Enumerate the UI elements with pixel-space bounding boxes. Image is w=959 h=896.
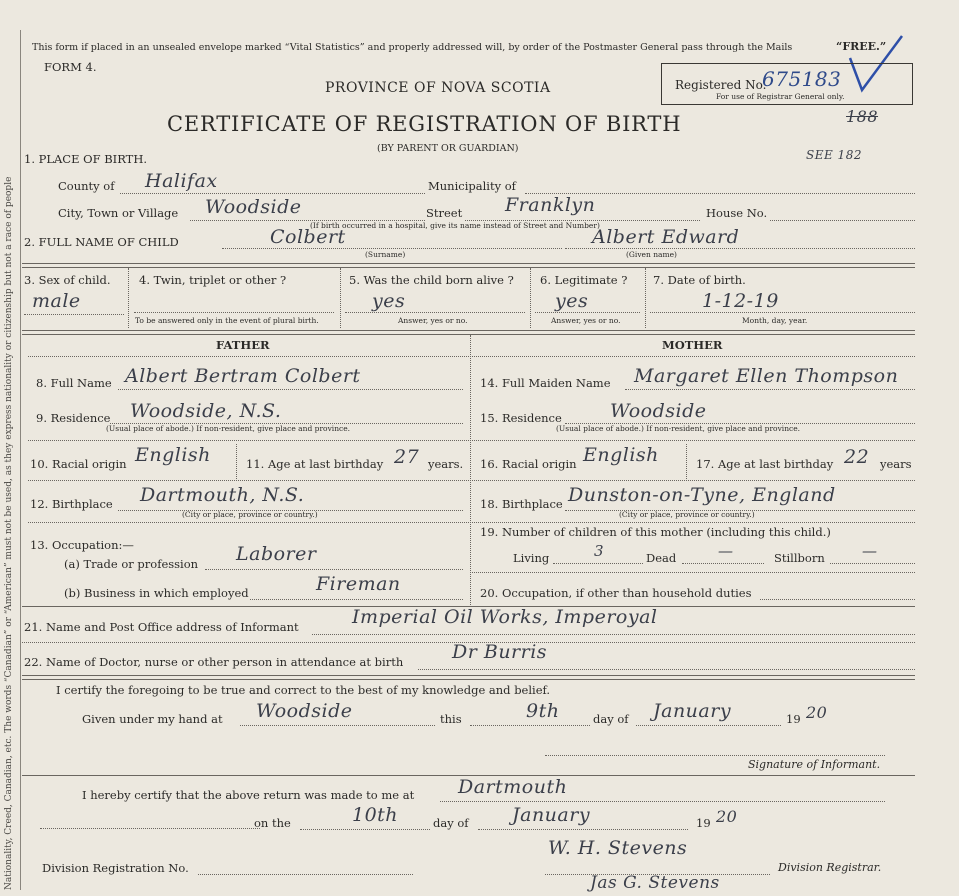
legit-label: 6. Legitimate ? [540, 273, 628, 287]
stillborn-value: — [862, 542, 878, 560]
father-occupation-label: 13. Occupation:— [30, 538, 134, 552]
mother-racial-value: English [583, 444, 659, 466]
legit-value: yes [555, 290, 589, 312]
dob-note: Month, day, year. [742, 316, 808, 325]
father-residence-note: (Usual place of abode.) If non-resident, give place and province. [106, 424, 351, 433]
divider-4-5 [340, 268, 341, 328]
registrar-year-suffix: 20 [716, 807, 738, 826]
mother-years: years [880, 457, 912, 471]
given-month-line [636, 725, 781, 726]
surname-line [222, 248, 562, 249]
mother-residence-value: Woodside [610, 400, 707, 422]
given-year-suffix: 20 [806, 703, 828, 722]
child-surname: Colbert [270, 226, 346, 248]
hospital-note: (If birth occurred in a hospital, give its name instead of Street and Number) [310, 221, 600, 230]
place-of-birth-heading: 1. PLACE OF BIRTH. [24, 152, 148, 166]
rule-5 [28, 480, 915, 481]
division-registration-label: Division Registration No. [42, 861, 189, 875]
given-day-line [470, 725, 590, 726]
dob-value: 1-12-19 [702, 290, 779, 312]
father-residence-label: 9. Residence [36, 411, 111, 425]
mother-heading: MOTHER [662, 338, 723, 352]
father-name-label: 8. Full Name [36, 376, 112, 390]
father-racial-label: 10. Racial origin [30, 457, 127, 471]
rule-3 [28, 356, 915, 357]
mother-age-label: 17. Age at last birthday [696, 457, 834, 471]
registered-label: Registered No. [675, 78, 767, 92]
registrar-day-line [300, 829, 430, 830]
free-label: “FREE.” [836, 40, 887, 53]
given-day: 9th [526, 700, 560, 722]
trade-label: (a) Trade or profession [64, 557, 199, 571]
given-place: Woodside [256, 700, 353, 722]
informant-value: Imperial Oil Works, Imperoyal [352, 606, 658, 628]
mother-name-line [625, 389, 915, 390]
father-age-label: 11. Age at last birthday [246, 457, 384, 471]
father-heading: FATHER [216, 338, 270, 352]
province-title: PROVINCE OF NOVA SCOTIA [325, 80, 551, 96]
house-line [770, 220, 915, 221]
mother-name-value: Margaret Ellen Thompson [634, 365, 899, 387]
county-line [120, 193, 425, 194]
certify-statement: I certify the foregoing to be true and correct to the best of my knowledge and belief. [56, 683, 551, 697]
father-racial-divider [236, 444, 237, 479]
house-label: House No. [706, 206, 768, 220]
day-of-label: day of [593, 712, 629, 726]
registrar-day: 10th [352, 804, 399, 826]
informant-signature-line [545, 755, 885, 756]
rule-1 [22, 263, 915, 268]
mother-residence-label: 15. Residence [480, 411, 562, 425]
surname-caption: (Surname) [365, 250, 406, 259]
signature-caption: Signature of Informant. [748, 758, 881, 771]
living-line [553, 563, 643, 564]
registrar-note: For use of Registrar General only. [716, 92, 845, 101]
living-label: Living [513, 551, 550, 565]
parents-divider [470, 335, 471, 605]
alive-note: Answer, yes or no. [398, 316, 468, 325]
dead-value: — [718, 542, 734, 560]
twin-line [134, 312, 334, 313]
children-count-label: 19. Number of children of this mother (including this child.) [480, 525, 831, 539]
mother-birthplace-label: 18. Birthplace [480, 497, 563, 511]
alive-label: 5. Was the child born alive ? [349, 273, 514, 287]
alive-value: yes [372, 290, 406, 312]
legit-note: Answer, yes or no. [551, 316, 621, 325]
rule-7 [470, 572, 915, 573]
doctor-value: Dr Burris [452, 641, 548, 663]
mother-occupation-line [760, 599, 915, 600]
given-line [565, 248, 915, 249]
on-the-label: on the [254, 816, 291, 830]
certificate-title: CERTIFICATE OF REGISTRATION OF BIRTH [167, 112, 682, 136]
stillborn-line [830, 563, 915, 564]
father-age-value: 27 [394, 446, 420, 468]
certificate-subtitle: (BY PARENT OR GUARDIAN) [377, 143, 519, 154]
father-years: years. [428, 457, 464, 471]
dob-line [650, 312, 915, 313]
legit-line [535, 312, 640, 313]
see-note: SEE 182 [806, 148, 862, 162]
street-label: Street [426, 206, 463, 220]
mother-age-value: 22 [844, 446, 870, 468]
registrar-signature: W. H. Stevens [548, 837, 688, 859]
rule-2 [22, 330, 915, 335]
mother-racial-label: 16. Racial origin [480, 457, 577, 471]
registrar-place: Dartmouth [458, 776, 568, 798]
informant-label: 21. Name and Post Office address of Informant [24, 620, 299, 634]
twin-label: 4. Twin, triplet or other ? [139, 273, 287, 287]
mother-residence-note: (Usual place of abode.) If non-resident, give place and province. [556, 424, 801, 433]
registrar-day-of-label: day of [433, 816, 469, 830]
divider-6-7 [645, 268, 646, 328]
rule-6 [28, 522, 915, 523]
trade-line [205, 569, 463, 570]
registrar-month: January [512, 804, 591, 826]
child-given-name: Albert Edward [592, 226, 740, 248]
business-label: (b) Business in which employed [64, 586, 249, 600]
registrar-year-prefix: 19 [696, 816, 711, 830]
divider-5-6 [530, 268, 531, 328]
county-label: County of [58, 179, 115, 193]
sex-line [24, 314, 124, 315]
mail-notice: This form if placed in an unsealed envelope marked “Vital Statistics” and properly addressed will, by order of the Postmaster General pass through the Mails [32, 42, 793, 53]
dob-label: 7. Date of birth. [653, 273, 746, 287]
registered-number: 675183 [762, 67, 842, 91]
registrar-signature-2: Jas G. Stevens [590, 873, 720, 893]
sex-value: male [32, 290, 81, 312]
form-number: FORM 4. [44, 60, 97, 74]
business-value: Fireman [316, 573, 401, 595]
struck-number: 188 [846, 107, 879, 126]
registrar-place-line [440, 801, 885, 802]
given-place-line [240, 725, 435, 726]
business-line [250, 599, 463, 600]
city-value: Woodside [205, 196, 302, 218]
mother-racial-divider [686, 444, 687, 479]
given-caption: (Given name) [626, 250, 677, 259]
street-value: Franklyn [505, 194, 596, 216]
county-value: Halifax [145, 170, 218, 192]
registrar-leader [40, 828, 260, 829]
given-label: Given under my hand at [82, 712, 223, 726]
dead-line [682, 563, 764, 564]
registrar-statement: I hereby certify that the above return was made to me at [82, 788, 415, 802]
municipality-label: Municipality of [428, 179, 516, 193]
mother-name-label: 14. Full Maiden Name [480, 376, 611, 390]
city-label: City, Town or Village [58, 206, 179, 220]
father-birthplace-label: 12. Birthplace [30, 497, 113, 511]
father-name-value: Albert Bertram Colbert [125, 365, 361, 387]
rule-10 [22, 675, 915, 680]
trade-value: Laborer [236, 543, 317, 565]
living-value: 3 [594, 542, 605, 560]
margin-rule [20, 30, 21, 890]
twin-note: To be answered only in the event of plural birth. [135, 316, 319, 325]
father-birthplace-value: Dartmouth, N.S. [140, 484, 305, 506]
margin-instructions-text: Nationality, Creed, Canadian, etc. The words “Canadian” or “American” must not be used, as they express nationality or citizenship but not a race of people [4, 176, 14, 890]
registrar-month-line [478, 829, 688, 830]
dead-label: Dead [646, 551, 677, 565]
rule-4 [28, 440, 915, 441]
mother-birthplace-value: Dunston-on-Tyne, England [568, 484, 836, 506]
doctor-label: 22. Name of Doctor, nurse or other person in attendance at birth [24, 655, 404, 669]
mother-occupation-label: 20. Occupation, if other than household duties [480, 586, 752, 600]
registered-box [661, 63, 913, 105]
divider-3-4 [128, 268, 129, 328]
given-year-prefix: 19 [786, 712, 801, 726]
given-month: January [653, 700, 732, 722]
father-racial-value: English [135, 444, 211, 466]
informant-line [312, 634, 915, 635]
sex-label: 3. Sex of child. [24, 273, 111, 287]
father-birthplace-note: (City or place, province or country.) [182, 510, 318, 519]
this-label: this [440, 712, 462, 726]
margin-instructions [4, 40, 18, 890]
registrar-caption: Division Registrar. [778, 861, 882, 874]
father-residence-value: Woodside, N.S. [130, 400, 282, 422]
doctor-line [418, 669, 915, 670]
division-registration-line [198, 874, 413, 875]
alive-line [345, 312, 525, 313]
stillborn-label: Stillborn [774, 551, 825, 565]
child-name-heading: 2. FULL NAME OF CHILD [24, 235, 179, 249]
mother-birthplace-note: (City or place, province or country.) [619, 510, 755, 519]
father-name-line [118, 389, 463, 390]
